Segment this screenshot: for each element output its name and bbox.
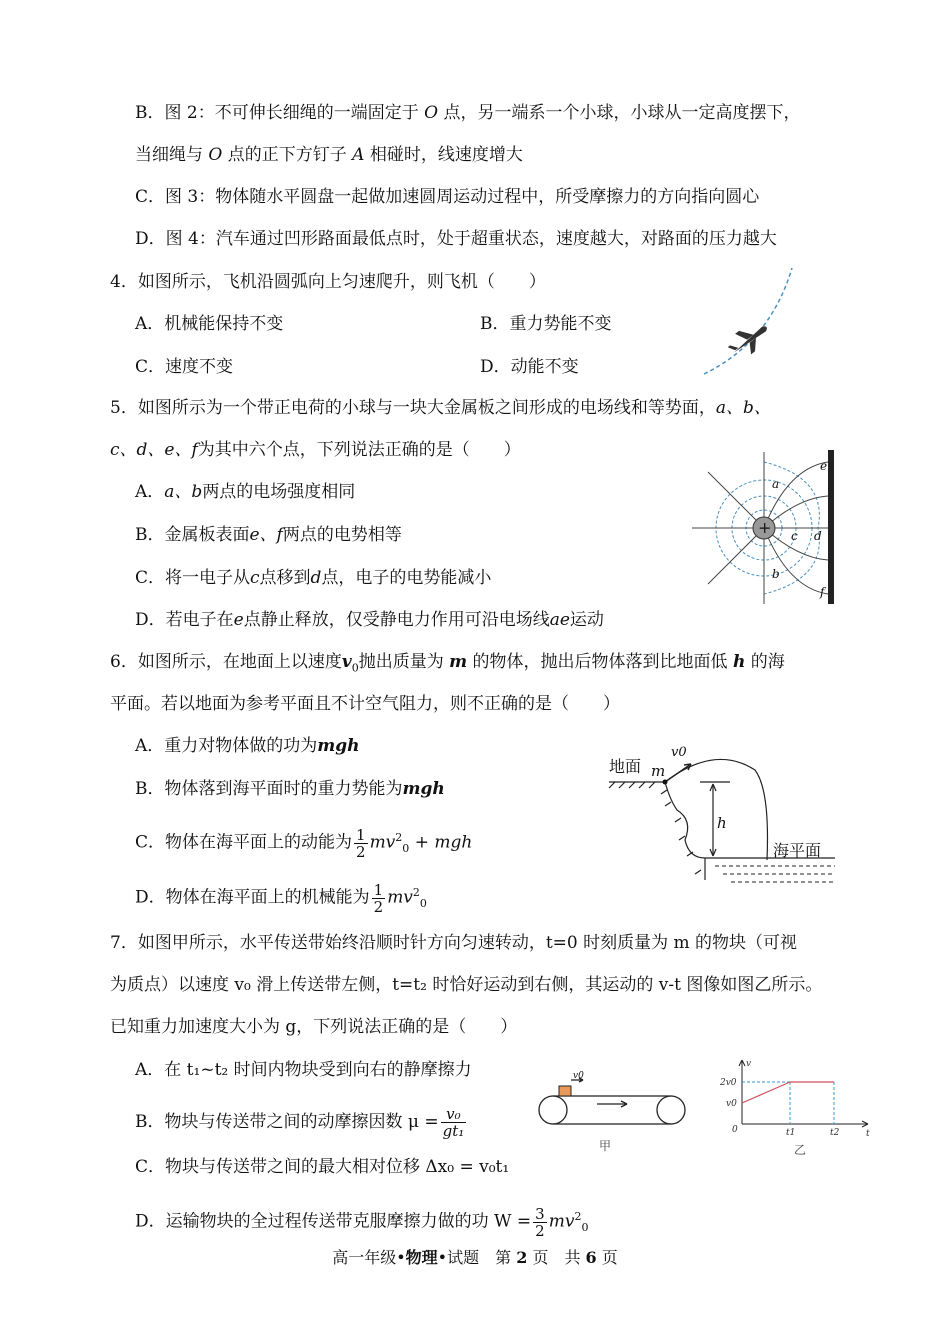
v0-tick-label: v0 [726, 1099, 737, 1109]
q6-stem-line1: 6．如图所示，在地面上以速度$v_0$抛出质量为 m 的物体，抛出后物体落到比地面低 h 的海 [110, 652, 785, 675]
vt-graph [720, 1058, 875, 1158]
q4-option-b: B．重力势能不变 [480, 314, 612, 334]
q7-option-a: A．在 t₁~t₂ 时间内物块受到向右的静摩擦力 [135, 1060, 472, 1080]
ground-hatch [609, 782, 655, 788]
mass-label: m [651, 762, 666, 780]
cliff-edge [665, 782, 705, 880]
q7-stem-line3: 已知重力加速度大小为 g，下列说法正确的是（ ） [110, 1017, 518, 1037]
trajectory [665, 759, 768, 860]
t2-label: t2 [830, 1128, 840, 1138]
v0-arrow [665, 764, 691, 782]
label-a: a [772, 477, 780, 491]
cliff-projectile-figure [605, 740, 840, 890]
figure-yi-label: 乙 [794, 1143, 807, 1157]
q5-option-a: A．a、b两点的电场强度相同 [135, 482, 356, 502]
q5-option-c: C．将一电子从c点移到d点，电子的电势能减小 [135, 568, 492, 588]
conveyor-figure [535, 1068, 695, 1158]
q5-stem-line2: c、d、e、f为其中六个点，下列说法正确的是（ ） [110, 440, 521, 460]
q7-stem-line2: 为质点）以速度 v₀ 滑上传送带左侧，t=t₂ 时恰好运动到右侧，其运动的 v-t 图像如图乙所示。 [110, 975, 823, 995]
q3-option-c: C．图 3：物体随水平圆盘一起做加速圆周运动过程中，所受摩擦力的方向指向圆心 [135, 187, 760, 207]
airplane-icon [724, 316, 774, 363]
label-f: f [820, 585, 825, 599]
t-axis-label: t [866, 1129, 870, 1139]
origin-label: 0 [732, 1125, 738, 1135]
plus-sign: + [758, 518, 772, 537]
sea-waves [715, 866, 835, 882]
page-footer: 高一年级•物理•试题 第 2 页 共 6 页 [332, 1248, 618, 1267]
q3-option-d: D．图 4：汽车通过凹形路面最低点时，处于超重状态，速度越大，对路面的压力越大 [135, 229, 777, 249]
ground-label: 地面 [609, 757, 642, 776]
v0-label: v0 [671, 745, 687, 760]
label-c: c [791, 529, 798, 543]
arc-path [704, 268, 792, 374]
airplane-figure [700, 262, 810, 382]
left-roller [539, 1096, 567, 1124]
label-b: b [772, 567, 780, 581]
q3-option-b-line1: B．图 2：不可伸长细绳的一端固定于 O 点，另一端系一个小球，小球从一定高度摆下， [135, 103, 801, 123]
q7-option-d: D．运输物块的全过程传送带克服摩擦力做的功 W = $\frac{3}{2}$ $mv^2_0$ [135, 1204, 589, 1240]
2v0-label: 2v0 [720, 1078, 737, 1088]
block-v0-label: v0 [573, 1071, 584, 1081]
block [559, 1086, 571, 1096]
q6-option-c: C．物体在海平面上的动能为 $\frac{1}{2}$ $mv^2_0$ + mgh [135, 825, 473, 861]
sea-label: 海平面 [773, 841, 822, 860]
q7-option-c: C．物块与传送带之间的最大相对位移 Δx₀ = v₀t₁ [135, 1157, 510, 1177]
q4-option-a: A．机械能保持不变 [135, 314, 284, 334]
q4-option-d: D．动能不变 [480, 357, 579, 377]
height-label: h [717, 814, 727, 832]
figure-jia-label: 甲 [599, 1139, 612, 1153]
guide-lines [742, 1082, 834, 1124]
q3-option-b-line2: 当细绳与 O 点的正下方钉子 A 相碰时，线速度增大 [135, 145, 523, 165]
metal-plate [828, 450, 834, 604]
v-axis-label: v [746, 1059, 752, 1069]
q5-stem-line1: 5．如图所示为一个带正电荷的小球与一块大金属板之间形成的电场线和等势面，a、b、 [110, 398, 771, 418]
q6-option-d: D．物体在海平面上的机械能为 $\frac{1}{2}$ $mv^2_0$ [135, 880, 427, 916]
q6-option-a: A．重力对物体做的功为mgh [135, 736, 360, 756]
cliff-hatch [661, 790, 701, 874]
object-dot [663, 780, 668, 785]
t1-label: t1 [786, 1128, 796, 1138]
q4-option-c: C．速度不变 [135, 357, 234, 377]
q6-stem-line2: 平面。若以地面为参考平面且不计空气阻力，则不正确的是（ ） [110, 694, 620, 714]
label-e: e [820, 459, 828, 473]
q4-stem: 4．如图所示，飞机沿圆弧向上匀速爬升，则飞机（ ） [110, 272, 546, 292]
q5-option-d: D．若电子在e点静止释放，仅受静电力作用可沿电场线ae运动 [135, 610, 604, 630]
q7-option-b: B．物块与传送带之间的动摩擦因数 μ = $\frac{\text{v₀}}{\text{gt₁}}$ [135, 1105, 465, 1140]
right-roller [657, 1096, 685, 1124]
q7-stem-line1: 7．如图甲所示，水平传送带始终沿顺时针方向匀速转动，t=0 时刻质量为 m 的物块（可视 [110, 933, 798, 953]
electric-field-figure [688, 448, 838, 608]
label-d: d [814, 529, 822, 543]
velocity-curve [742, 1082, 834, 1103]
q5-option-b: B．金属板表面e、f两点的电势相等 [135, 525, 402, 545]
q6-option-b: B．物体落到海平面时的重力势能为mgh [135, 779, 445, 799]
